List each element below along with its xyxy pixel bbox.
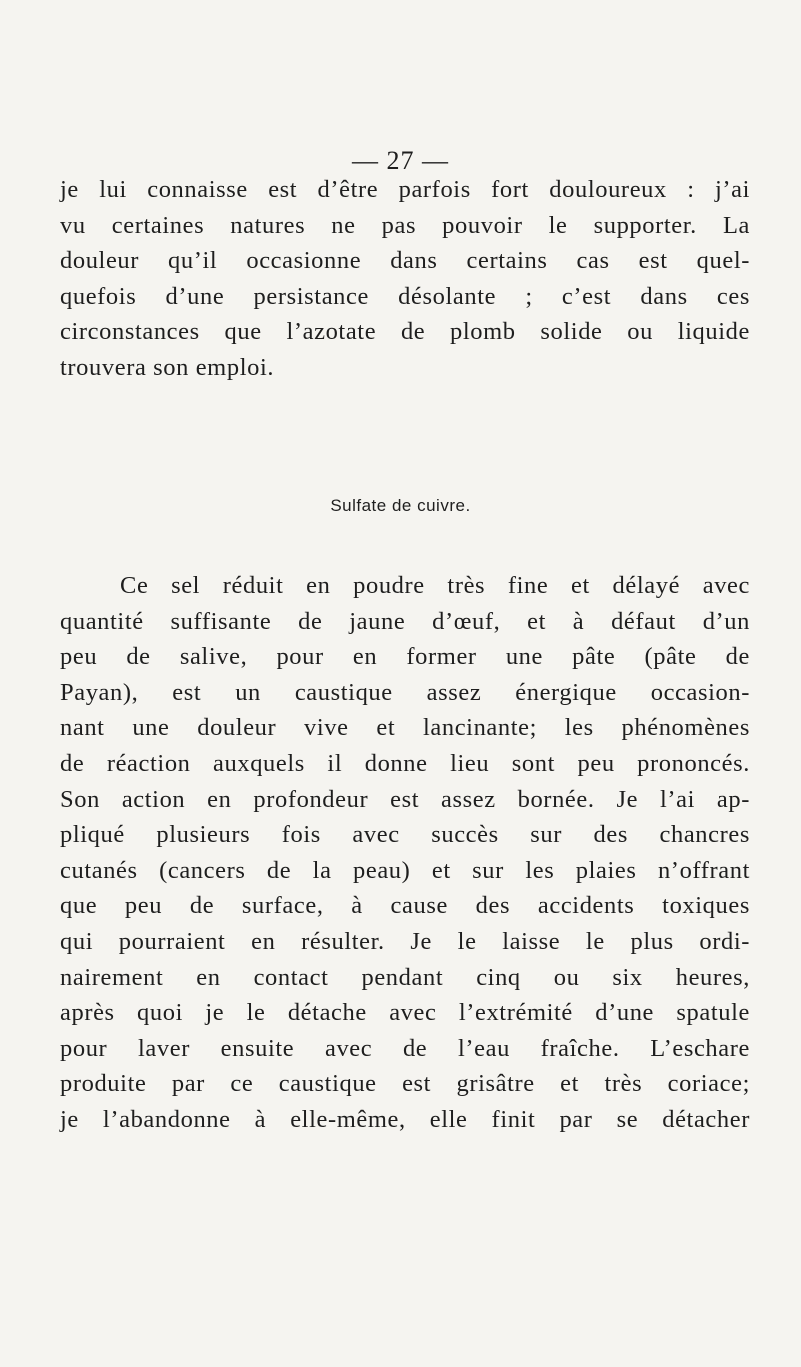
text-line: cutanés (cancers de la peau) et sur les plaies n’offrant — [60, 856, 750, 884]
paragraph-continuation — [60, 172, 750, 386]
text-line: vu certaines natures ne pas pouvoir le supporter. La — [60, 211, 750, 239]
text-line: que peu de surface, à cause des accidents toxiques — [60, 892, 750, 920]
text-line: circonstances que l’azotate de plomb solide ou liquide — [60, 318, 750, 346]
text-line: après quoi je le détache avec l’extrémité d’une spatule — [60, 999, 750, 1027]
text-line: nant une douleur vive et lancinante; les phénomènes — [60, 714, 750, 742]
text-line: trouvera son emploi. — [60, 353, 275, 381]
page-number: — 27 — — [352, 146, 449, 175]
text-line: produite par ce caustique est grisâtre et très coriace; — [60, 1070, 750, 1098]
text-line: je lui connaisse est d’être parfois fort douloureux : j’ai — [60, 176, 750, 203]
text-line: Ce sel réduit en poudre très fine et délayé avec — [120, 572, 750, 599]
text-line: pliqué plusieurs fois avec succès sur des chancres — [60, 821, 750, 849]
paragraph-sulfate — [60, 568, 750, 1138]
text-line: de réaction auxquels il donne lieu sont peu prononcés. — [60, 749, 750, 777]
text-line: qui pourraient en résulter. Je le laisse le plus ordi- — [60, 927, 750, 955]
text-line: quefois d’une persistance désolante ; c’est dans ces — [60, 282, 750, 310]
text-line: je l’abandonne à elle-même, elle finit par se détacher — [60, 1105, 750, 1133]
text-line: pour laver ensuite avec de l’eau fraîche. L’eschare — [60, 1034, 750, 1062]
text-line: nairement en contact pendant cinq ou six heures, — [60, 963, 750, 991]
section-heading: Sulfate de cuivre. — [330, 496, 471, 515]
text-line: quantité suffisante de jaune d’œuf, et à défaut d’un — [60, 607, 750, 635]
text-line: Son action en profondeur est assez bornée. Je l’ai ap- — [60, 785, 750, 813]
text-line: Payan), est un caustique assez énergique occasion- — [60, 678, 750, 706]
text-line: douleur qu’il occasionne dans certains cas est quel- — [60, 247, 750, 275]
text-line: peu de salive, pour en former une pâte (pâte de — [60, 643, 750, 671]
